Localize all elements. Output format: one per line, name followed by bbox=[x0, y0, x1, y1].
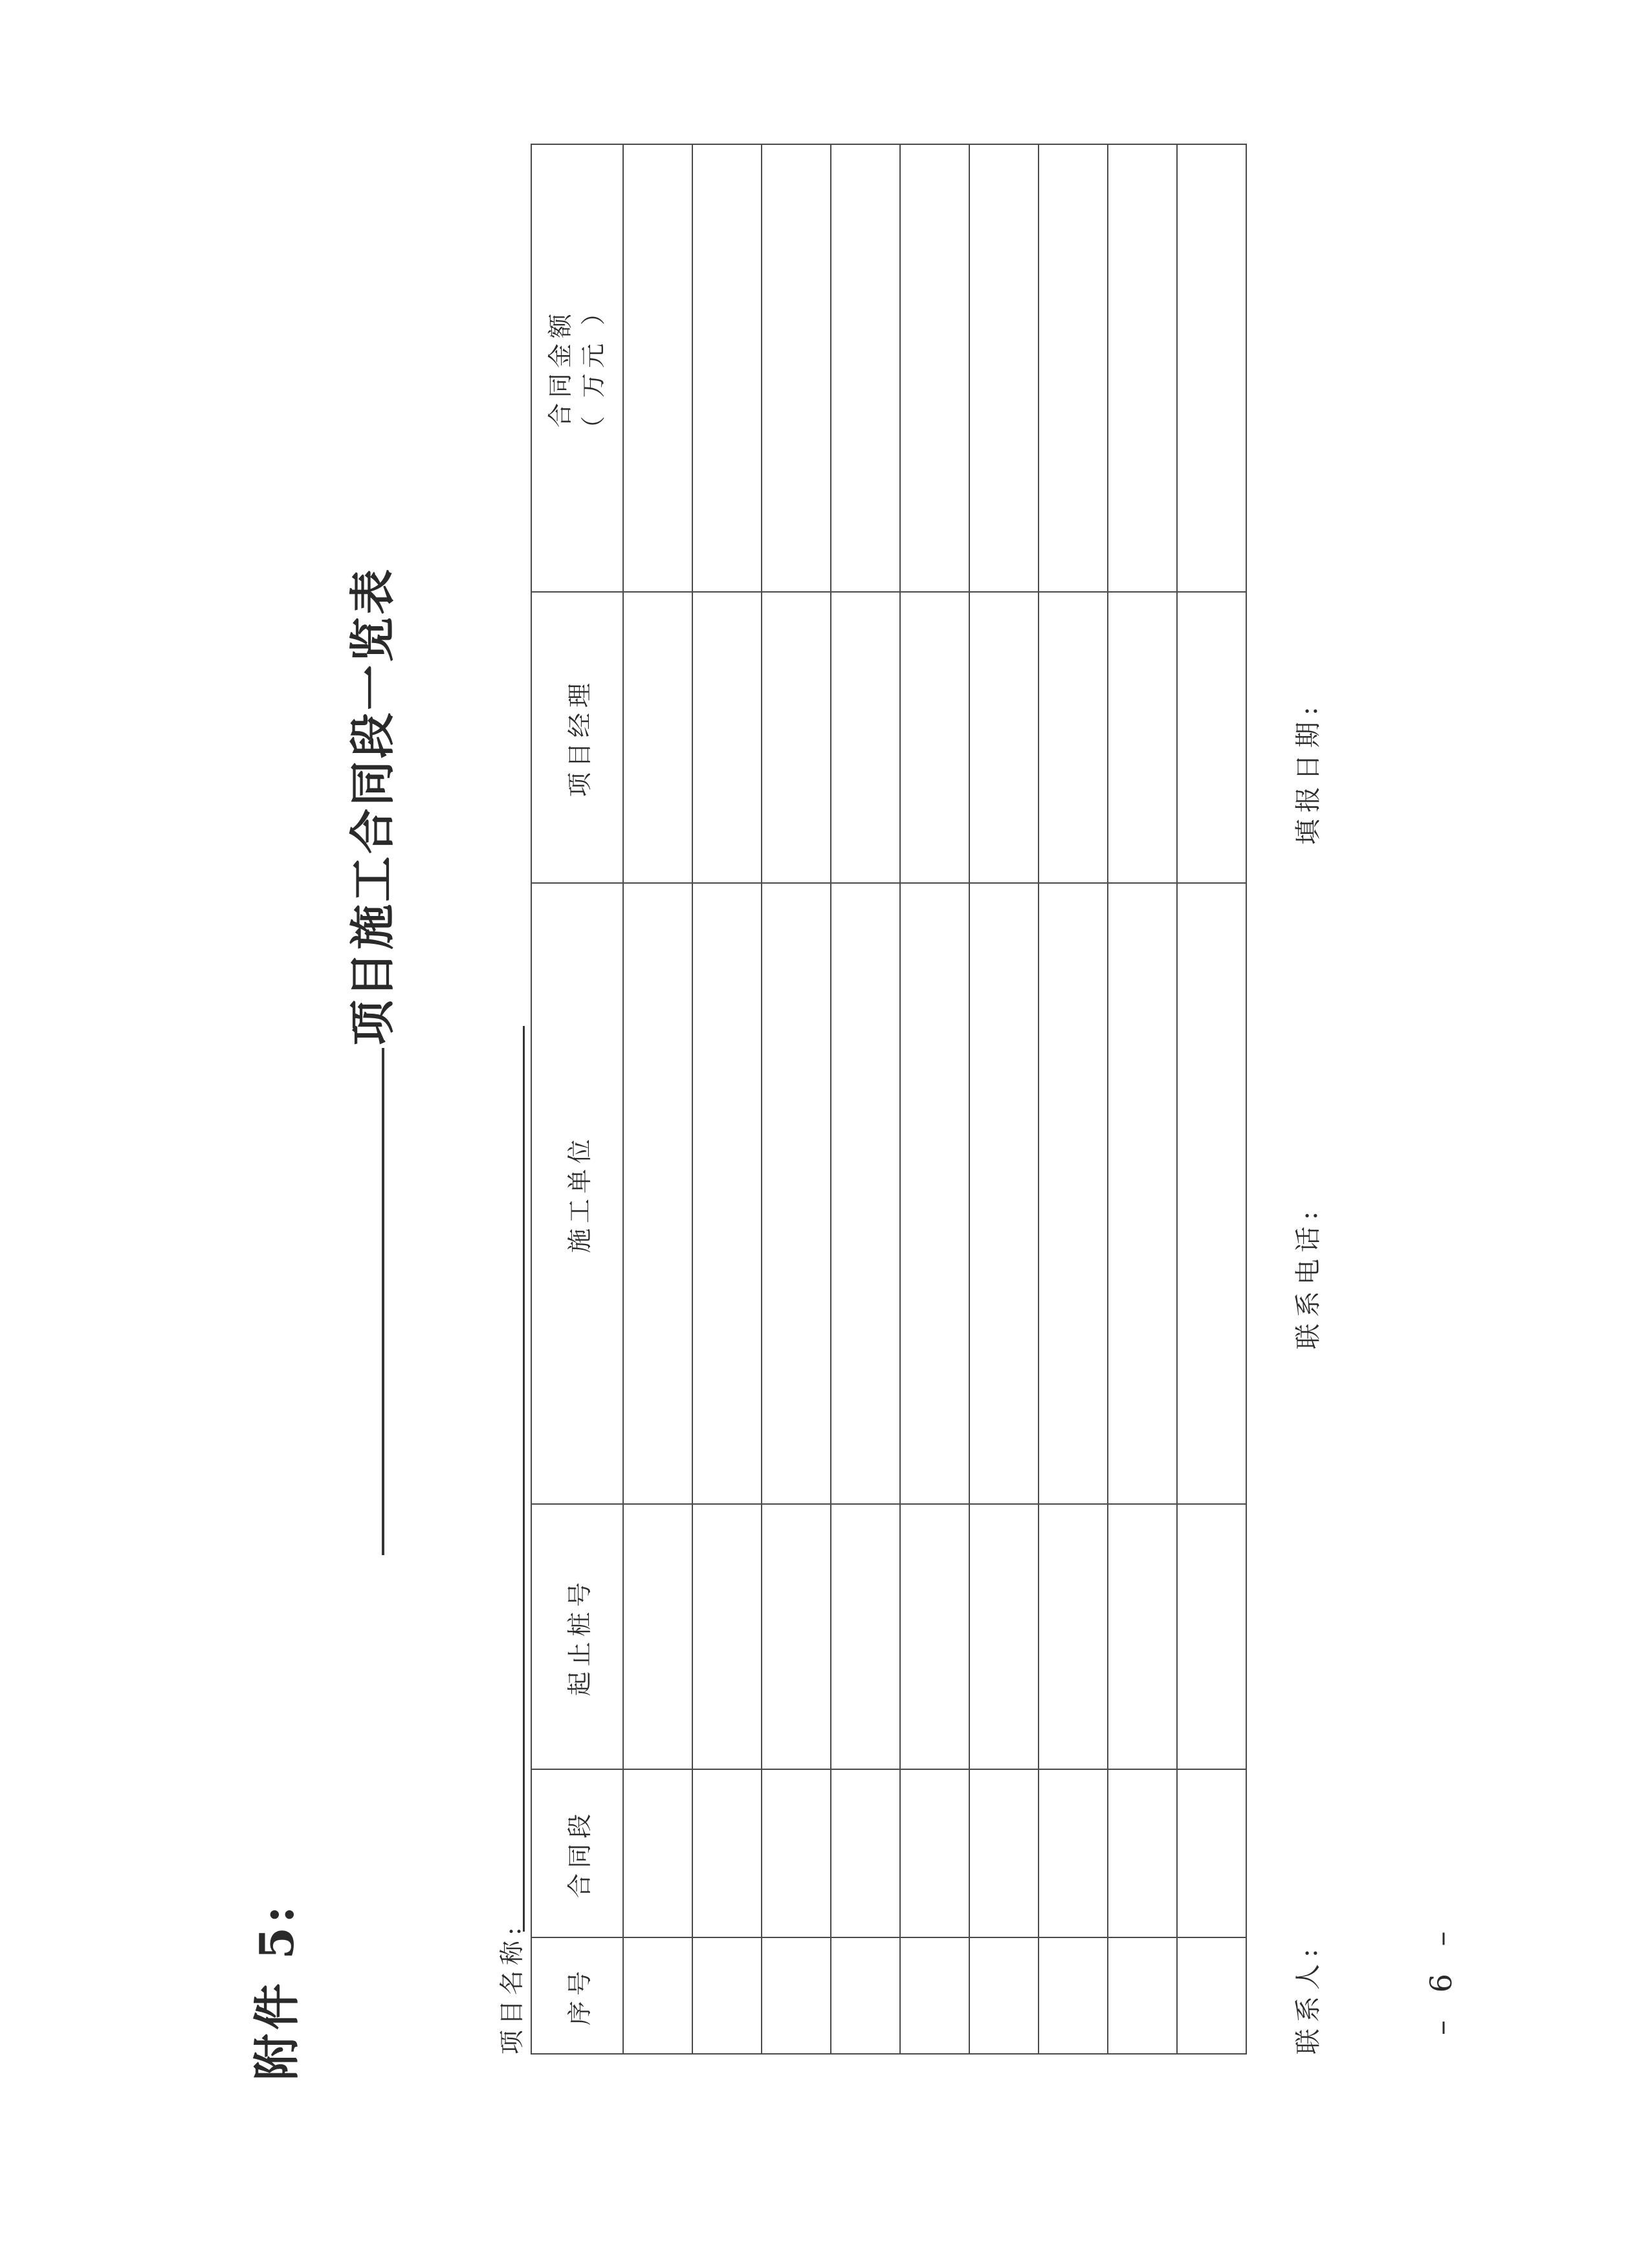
table-row bbox=[1108, 144, 1177, 2054]
table-cell bbox=[969, 592, 1039, 883]
table-cell bbox=[692, 144, 762, 592]
title-blank-line bbox=[382, 1048, 384, 1555]
table-cell bbox=[762, 592, 831, 883]
header-contract-amount-line1: 合同金额 bbox=[545, 309, 575, 428]
table-cell bbox=[831, 1769, 900, 1937]
table-cell bbox=[1108, 1937, 1177, 2054]
table-body bbox=[623, 144, 1246, 2054]
table-cell bbox=[1177, 883, 1246, 1504]
table-row bbox=[900, 144, 969, 2054]
header-construction-unit: 施工单位 bbox=[531, 883, 623, 1504]
table-cell bbox=[1039, 592, 1108, 883]
table-row bbox=[1177, 144, 1246, 2054]
table-cell bbox=[1039, 1937, 1108, 2054]
table-cell bbox=[623, 144, 692, 592]
table-cell bbox=[969, 144, 1039, 592]
table-cell bbox=[762, 144, 831, 592]
table-cell bbox=[692, 883, 762, 1504]
header-project-manager: 项目经理 bbox=[531, 592, 623, 883]
contact-person-label: 联系人: bbox=[1293, 1942, 1323, 2055]
table-cell bbox=[623, 1504, 692, 1769]
table-cell bbox=[762, 1937, 831, 2054]
contact-phone-label: 联系电话: bbox=[1293, 1205, 1323, 1349]
table-cell bbox=[623, 592, 692, 883]
header-stake-range: 起止桩号 bbox=[531, 1504, 623, 1769]
table-row bbox=[831, 144, 900, 2054]
table-cell bbox=[1039, 1504, 1108, 1769]
table-cell bbox=[831, 144, 900, 592]
table-cell bbox=[762, 1769, 831, 1937]
table-cell bbox=[762, 1504, 831, 1769]
page-title: 项目施工合同段一览表 bbox=[346, 567, 399, 1045]
table-cell bbox=[969, 883, 1039, 1504]
table-cell bbox=[969, 1769, 1039, 1937]
header-contract-section: 合同段 bbox=[531, 1769, 623, 1937]
table-cell bbox=[1108, 1769, 1177, 1937]
table-cell bbox=[1108, 883, 1177, 1504]
table-row bbox=[623, 144, 692, 2054]
header-seq: 序号 bbox=[531, 1937, 623, 2054]
table-cell bbox=[900, 883, 969, 1504]
table-header-row bbox=[531, 144, 623, 2054]
header-contract-amount bbox=[531, 144, 623, 592]
contract-section-table bbox=[531, 144, 1247, 2055]
table-cell bbox=[1177, 592, 1246, 883]
table-cell bbox=[831, 592, 900, 883]
table-cell bbox=[900, 144, 969, 592]
table-cell bbox=[1177, 144, 1246, 592]
table-cell bbox=[1039, 1769, 1108, 1937]
table-cell bbox=[1177, 1504, 1246, 1769]
table-cell bbox=[692, 1504, 762, 1769]
table-cell bbox=[900, 1504, 969, 1769]
table-cell bbox=[623, 1769, 692, 1937]
table-cell bbox=[1177, 1937, 1246, 2054]
table-row bbox=[692, 144, 762, 2054]
table-cell bbox=[900, 592, 969, 883]
table-cell bbox=[831, 883, 900, 1504]
fill-date-label: 填报日期: bbox=[1293, 700, 1323, 845]
table-cell bbox=[969, 1504, 1039, 1769]
table-cell bbox=[762, 883, 831, 1504]
table-cell bbox=[1108, 1504, 1177, 1769]
header-contract-amount-line2: （ 万元 ） bbox=[579, 295, 608, 441]
table-cell bbox=[969, 1937, 1039, 2054]
table-cell bbox=[623, 1937, 692, 2054]
table-cell bbox=[831, 1504, 900, 1769]
table-cell bbox=[692, 1769, 762, 1937]
table-cell bbox=[692, 1937, 762, 2054]
table-cell bbox=[1039, 144, 1108, 592]
project-name-label: 项目名称: bbox=[498, 1922, 526, 2055]
table-cell bbox=[1108, 592, 1177, 883]
table-cell bbox=[1039, 883, 1108, 1504]
table-cell bbox=[831, 1937, 900, 2054]
table-cell bbox=[623, 883, 692, 1504]
table-cell bbox=[1108, 144, 1177, 592]
table-cell bbox=[692, 592, 762, 883]
table-cell bbox=[1177, 1769, 1246, 1937]
table-row bbox=[1039, 144, 1108, 2054]
table-row bbox=[969, 144, 1039, 2054]
attachment-label: 附件 5: bbox=[249, 1902, 304, 2080]
table-cell bbox=[900, 1769, 969, 1937]
table-row bbox=[762, 144, 831, 2054]
project-name-blank-line bbox=[523, 1026, 525, 1932]
table-cell bbox=[900, 1937, 969, 2054]
page-number: – 6 – bbox=[1424, 1922, 1458, 2035]
